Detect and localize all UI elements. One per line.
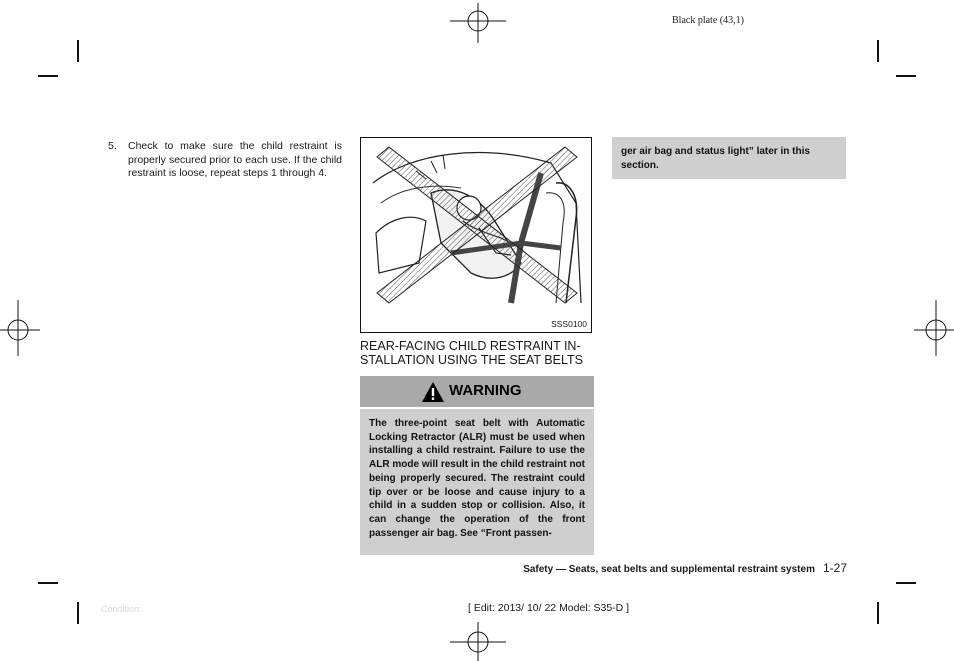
step-item: [108, 140, 342, 181]
warning-triangle-icon: [421, 381, 445, 403]
crop-mark: [77, 40, 79, 62]
warning-text: The three-point seat belt with Automatic Locking Retractor (ALR) must be used when installing a child restraint. Failure to use the ALR mode will result in the child restraint not being properly secured. The restraint could tip over or be loose and cause injury to a child in a sudden stop or collision. Also, it can change the operation of the front passenger air bag. See “Front passen-: [369, 418, 585, 539]
registration-mark-icon: [0, 300, 40, 356]
crop-mark: [877, 40, 879, 62]
crop-mark: [77, 602, 79, 624]
step-number: 5.: [108, 140, 117, 152]
footer-section-title: Safety — Seats, seat belts and supplemental restraint system: [523, 564, 815, 575]
warning-label: WARNING: [449, 382, 522, 399]
crop-mark: [38, 75, 58, 77]
illustration-figure: [360, 137, 592, 333]
crop-mark: [877, 602, 879, 624]
page-footer: [470, 561, 847, 575]
registration-mark-icon: [450, 622, 506, 661]
rear-facing-child-seat-illustration: [371, 143, 583, 305]
condition-label: Condition:: [101, 604, 142, 614]
figure-caption: SSS0100: [551, 319, 587, 329]
crop-mark: [896, 75, 916, 77]
section-title: REAR-FACING CHILD RESTRAINT IN- STALLATION USING THE SEAT BELTS: [360, 339, 583, 367]
crop-mark: [896, 582, 916, 584]
warning-header: [360, 376, 594, 407]
warning-continuation-text: ger air bag and status light” later in this section.: [621, 146, 810, 171]
edit-info: [ Edit: 2013/ 10/ 22 Model: S35-D ]: [468, 602, 630, 614]
registration-mark-icon: [450, 3, 506, 43]
page-number: 1-27: [822, 561, 847, 575]
step-text: Check to make sure the child restraint is properly secured prior to each use. If the child restraint is loose, repeat steps 1 through 4.: [128, 140, 342, 180]
crop-mark: [38, 582, 58, 584]
plate-label: Black plate (43,1): [672, 15, 744, 26]
warning-continuation: [612, 137, 846, 179]
registration-mark-icon: [914, 300, 954, 356]
warning-body: [360, 409, 594, 555]
